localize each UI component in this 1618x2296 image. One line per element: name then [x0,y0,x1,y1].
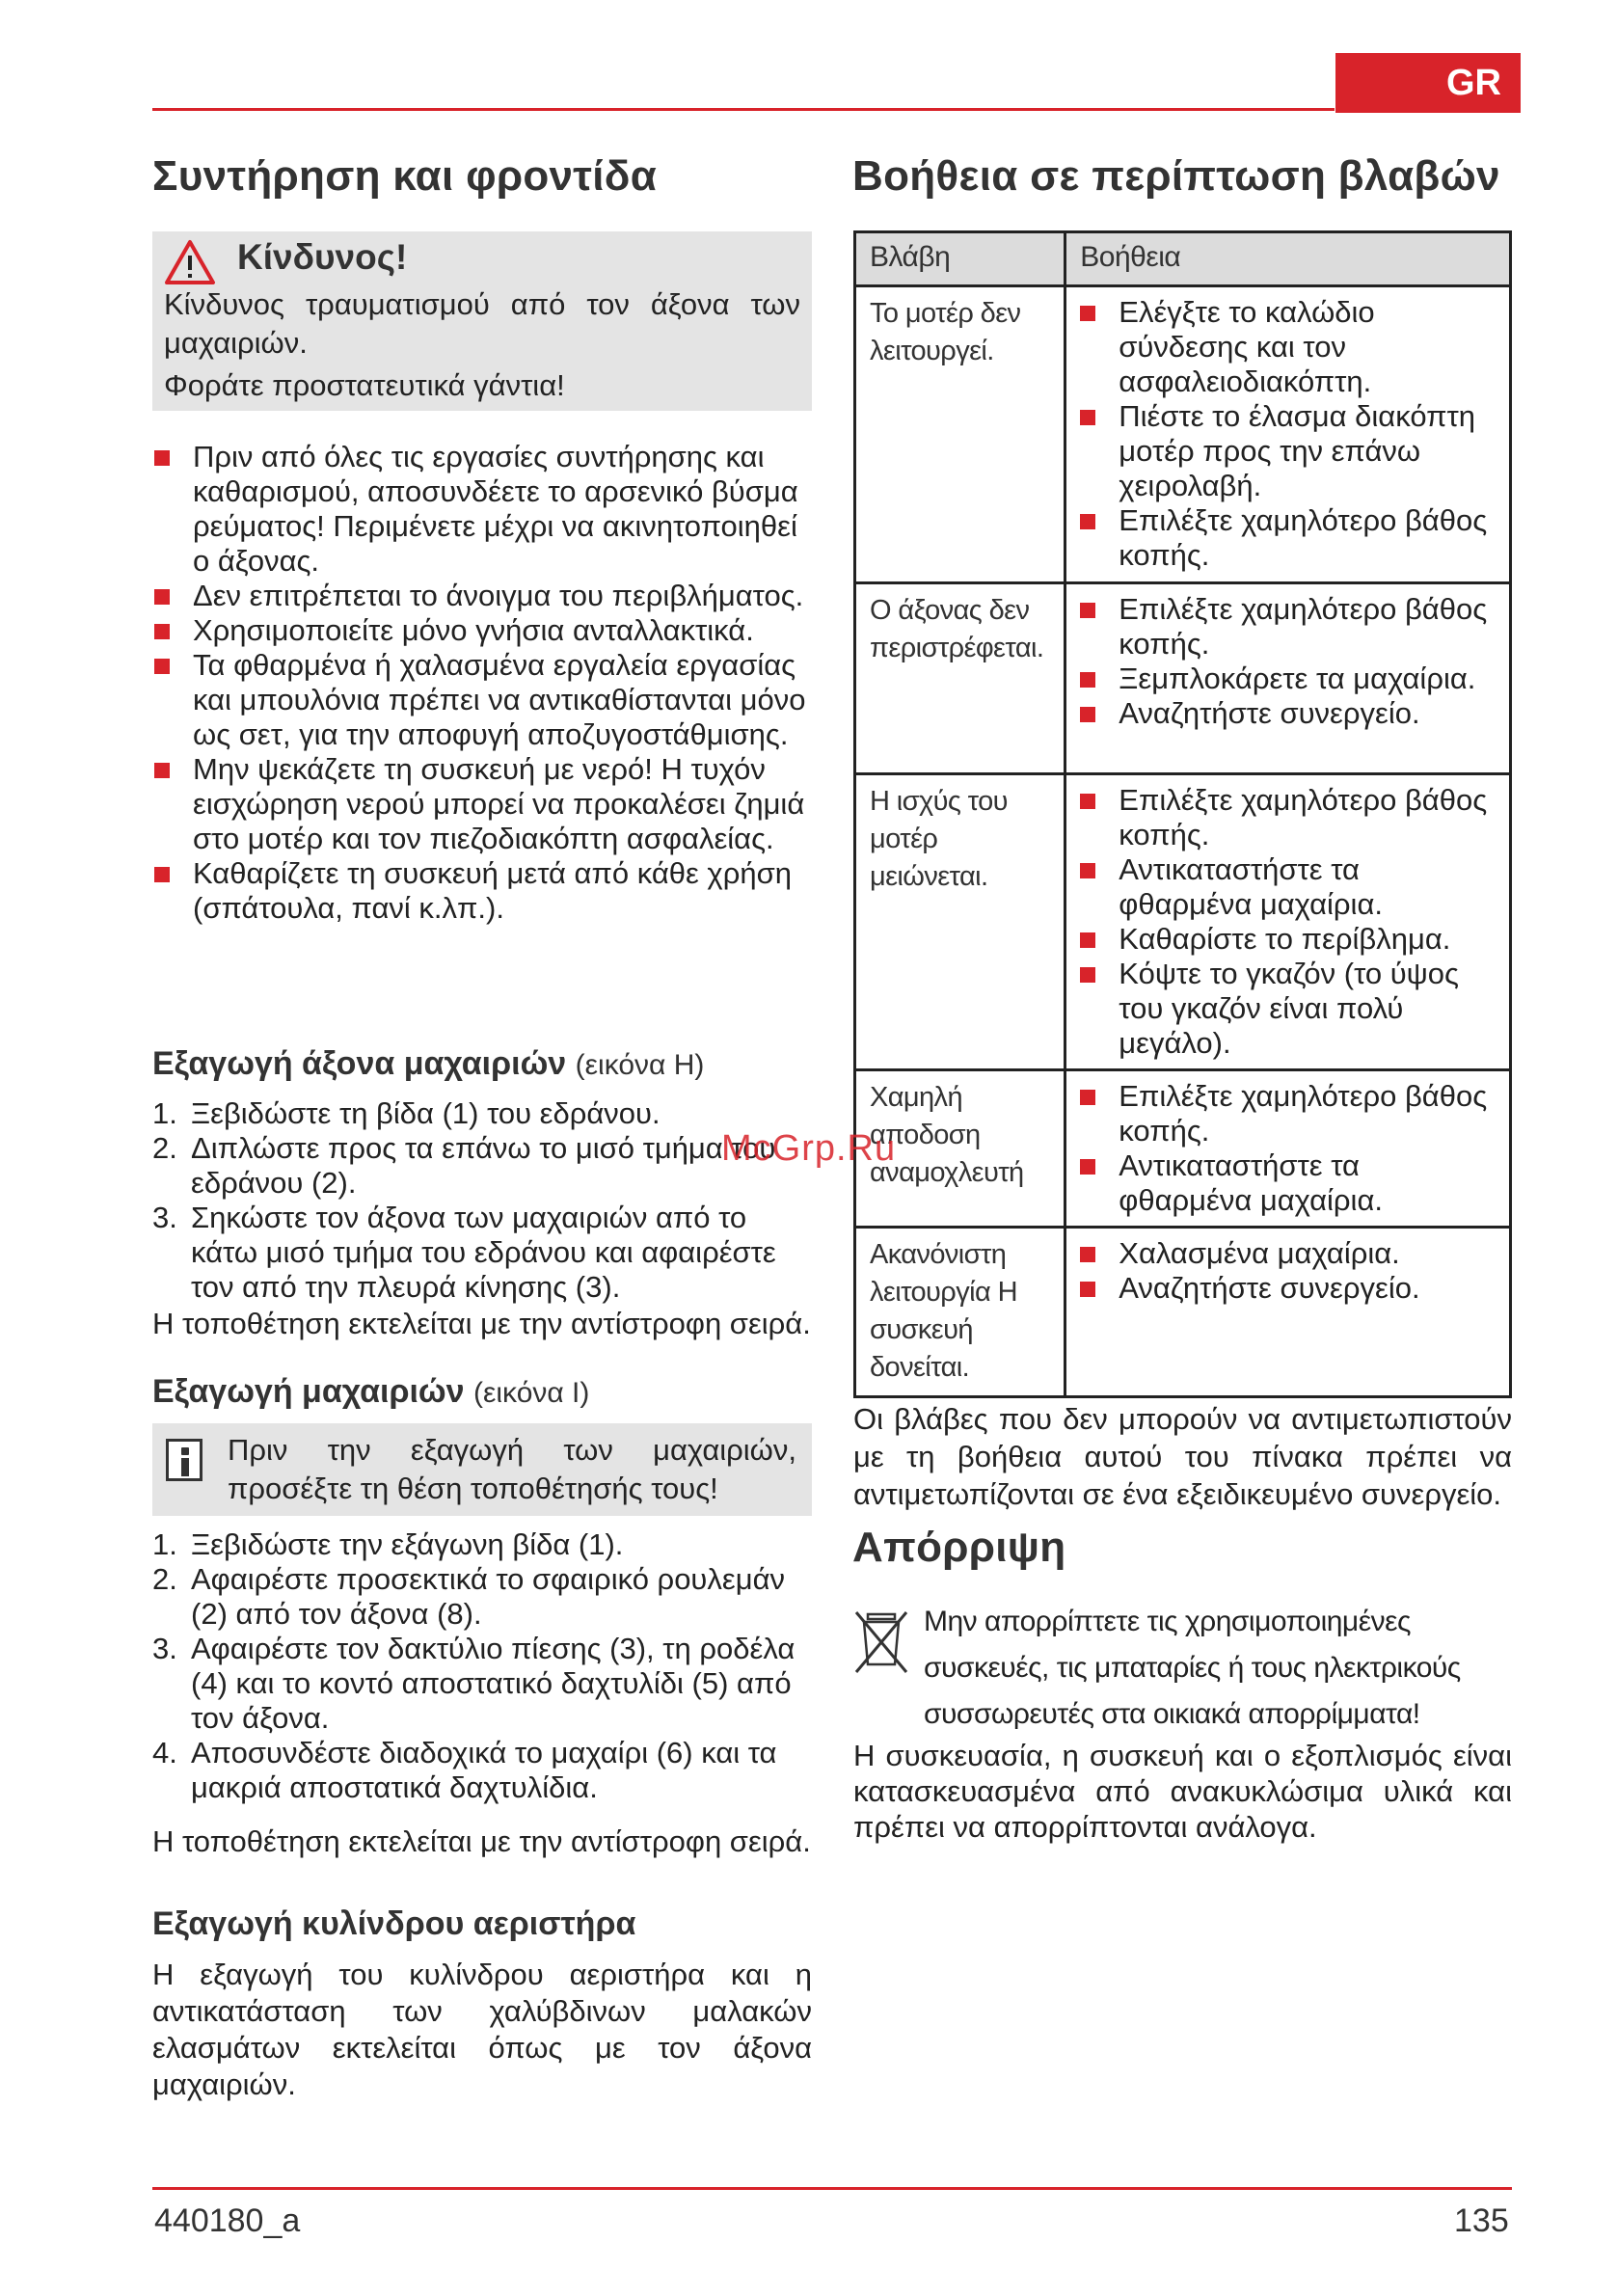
list-item: Πιέστε το έλασμα διακόπτη μοτέρ προς την επάνω χειρολαβή. [1080,399,1497,503]
table-note: Οι βλάβες που δεν μπορούν να αντιμετωπιστούν με τη βοήθεια αυτού του πίνακα πρέπει να αντιμετωπίζονται σε ένα εξειδικευμένο συνεργείο. [853,1402,1512,1511]
list-item: Αναζητήστε συνεργείο. [1080,1271,1497,1306]
disposal-text: Η συσκευασία, η συσκευή και ο εξοπλισμός είναι κατασκευασμένα από ανακυκλώσιμα υλικά και πρέπει να απορρίπτονται ανάλογα. [853,1739,1512,1844]
info-icon [166,1439,202,1481]
disposal-title: Απόρριψη [852,1524,1066,1571]
list-item: Αντικαταστήστε τα φθαρμένα μαχαίρια. [1080,1148,1497,1218]
step-number: 4. [152,1736,177,1769]
fault-cell: Ο άξονας δεν περιστρέφεται. [855,583,1065,774]
table-header-row [855,232,1511,286]
list-item: Ξεμπλοκάρετε τα μαχαίρια. [1080,662,1497,696]
step-text: Αποσυνδέστε διαδοχικά το μαχαίρι (6) και τα μακριά αποστατικά δαχτυλίδια. [191,1736,777,1804]
list-item [152,1562,808,1632]
step-text: Ξεβιδώστε την εξάγωνη βίδα (1). [191,1527,624,1561]
info-box [152,1423,812,1516]
list-item: Κόψτε το γκαζόν (το ύψος του γκαζόν είναι πολύ μεγάλο). [1080,957,1497,1061]
help-cell [1065,1228,1511,1397]
table-row [855,1228,1511,1397]
warning-gloves: Φοράτε προστατευτικά γάντια! [164,368,565,402]
list-item: Χαλασμένα μαχαίρια. [1080,1236,1497,1271]
knives-section [152,1373,812,1411]
list-item [152,1736,808,1805]
table-row [855,774,1511,1070]
help-cell [1065,286,1511,583]
language-badge: GR [1335,53,1521,113]
step-number: 1. [152,1096,177,1130]
knives-section-title [152,1373,812,1411]
shaft-figure-ref: (εικόνα H) [575,1049,705,1081]
help-cell [1065,583,1511,774]
list-item: Καθαρίστε το περίβλημα. [1080,922,1497,957]
table-row [855,286,1511,583]
list-item: Επιλέξτε χαμηλότερο βάθος κοπής. [1080,783,1497,852]
warning-title: Κίνδυνος! [237,237,408,277]
list-item: Πριν από όλες τις εργασίες συντήρησης και καθαρισμού, αποσυνδέετε το αρσενικό βύσμα ρεύματος! Περιμένετε μέχρι να ακινητοποιηθεί ο άξονας. [154,440,810,579]
table-row [855,583,1511,774]
maintenance-title: Συντήρηση και φροντίδα [152,152,658,200]
step-number: 3. [152,1632,177,1665]
header-rule [152,108,1335,111]
list-item: Επιλέξτε χαμηλότερο βάθος κοπής. [1080,1079,1497,1148]
list-item: Μην ψεκάζετε τη συσκευή με νερό! Η τυχόν εισχώρηση νερού μπορεί να προκαλέσει ζημιά στο μοτέρ και τον πιεζοδιακόπτη ασφαλείας. [154,752,810,856]
step-number: 1. [152,1527,177,1561]
disposal-warning: Μην απορρίπτετε τις χρησιμοποιημένες συσκευές, τις μπαταρίες ή τους ηλεκτρικούς συσσωρευτές στα οικιακά απορρίμματα! [924,1606,1461,1730]
info-text: Πριν την εξαγωγή των μαχαιριών, προσέξτε τη θέση τοποθέτησής τους! [228,1433,796,1505]
shaft-section-title [152,1045,812,1083]
maintenance-bullets [154,440,810,926]
list-item [152,1632,808,1736]
list-item: Αναζητήστε συνεργείο. [1080,696,1497,731]
fault-cell: Η ισχύς του μοτέρ μειώνεται. [855,774,1065,1070]
list-item: Δεν επιτρέπεται το άνοιγμα του περιβλήματος. [154,579,810,613]
list-item: Αντικαταστήστε τα φθαρμένα μαχαίρια. [1080,852,1497,922]
troubleshooting-title: Βοήθεια σε περίπτωση βλαβών [852,152,1500,200]
crossed-bin-icon [854,1603,908,1685]
roller-section-title: Εξαγωγή κυλίνδρου αεριστήρα [152,1905,636,1942]
fault-cell: Το μοτέρ δεν λειτουργεί. [855,286,1065,583]
knives-title-text: Εξαγωγή μαχαιριών [152,1373,465,1410]
shaft-note: Η τοποθέτηση εκτελείται με την αντίστροφη σειρά. [152,1307,811,1340]
fault-cell: Χαμηλή αποδοση αναμοχλευτή [855,1070,1065,1228]
step-number: 3. [152,1201,177,1234]
help-cell [1065,1070,1511,1228]
roller-section [152,1905,812,2103]
shaft-steps [152,1096,812,1305]
column-header-help: Βοήθεια [1065,232,1511,286]
step-text: Ξεβιδώστε τη βίδα (1) του εδράνου. [191,1096,661,1130]
list-item: Επιλέξτε χαμηλότερο βάθος κοπής. [1080,503,1497,573]
table-row [855,1070,1511,1228]
list-item: Καθαρίζετε τη συσκευή μετά από κάθε χρήση (σπάτουλα, πανί κ.λπ.). [154,856,810,926]
shaft-section [152,1045,812,1341]
help-cell [1065,774,1511,1070]
page-number: 135 [1454,2202,1509,2239]
list-item [152,1096,812,1131]
knives-steps [152,1527,808,1805]
list-item: Χρησιμοποιείτε μόνο γνήσια ανταλλακτικά. [154,613,810,648]
step-number: 2. [152,1562,177,1596]
fault-cell: Ακανόνιστη λειτουργία Η συσκευή δονείται. [855,1228,1065,1397]
knives-figure-ref: (εικόνα I) [473,1377,590,1409]
column-header-fault: Βλάβη [855,232,1065,286]
footer-rule [152,2187,1512,2190]
step-number: 2. [152,1131,177,1165]
list-item: Επιλέξτε χαμηλότερο βάθος κοπής. [1080,592,1497,662]
list-item: Ελέγξτε το καλώδιο σύνδεσης και τον ασφαλειοδιακόπτη. [1080,295,1497,399]
list-item [152,1527,808,1562]
list-item [152,1201,812,1305]
warning-triangle-icon [164,239,216,290]
step-text: Διπλώστε προς τα επάνω το μισό τμήμα του εδράνου (2). [191,1131,776,1200]
troubleshooting-table [853,230,1512,1398]
step-text: Αφαιρέστε προσεκτικά το σφαιρικό ρουλεμάν (2) από τον άξονα (8). [191,1562,785,1631]
warning-text: Κίνδυνος τραυματισμού από τον άξονα των μαχαιριών. [164,287,800,360]
list-item: Τα φθαρμένα ή χαλασμένα εργαλεία εργασίας και μπουλόνια πρέπει να αντικαθίστανται μόνο ως σετ, για την αποφυγή αποζυγοστάθμισης. [154,648,810,752]
document-code: 440180_a [154,2202,301,2239]
knives-note: Η τοποθέτηση εκτελείται με την αντίστροφη σειρά. [152,1824,811,1858]
step-text: Αφαιρέστε τον δακτύλιο πίεσης (3), τη ροδέλα (4) και το κοντό αποστατικό δαχτυλίδι (5) από τον άξονα. [191,1632,796,1735]
watermark: McGrp.Ru [721,1128,897,1169]
step-text: Σηκώστε τον άξονα των μαχαιριών από το κάτω μισό τμήμα του εδράνου και αφαιρέστε τον από την πλευρά κίνησης (3). [191,1201,776,1304]
list-item [152,1131,812,1201]
danger-warning-box [152,231,812,411]
shaft-title-text: Εξαγωγή άξονα μαχαιριών [152,1045,567,1082]
roller-text: Η εξαγωγή του κυλίνδρου αεριστήρα και η αντικατάσταση των χαλύβδινων μαλακών ελασμάτων εκτελείται όπως με τον άξονα μαχαιριών. [152,1958,812,2101]
